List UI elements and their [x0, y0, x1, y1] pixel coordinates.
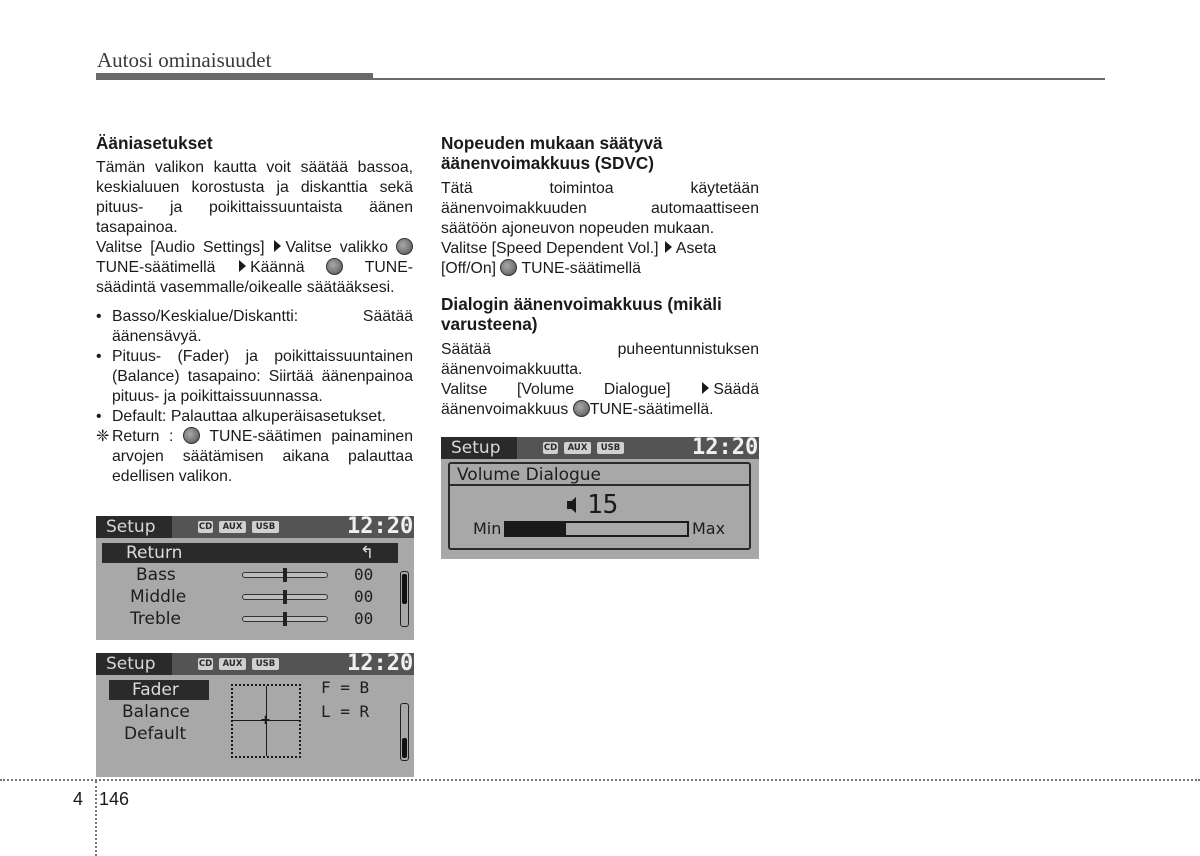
fader-label: Fader: [132, 680, 179, 700]
return-note: ❈ Return : TUNE-säätimen painaminen arvojen säätämisen aikana palauttaa edellisen valikon.: [96, 428, 413, 485]
section-heading-sdvc: Nopeuden mukaan säätyvä äänenvoimakkuus (SDVC): [441, 133, 663, 173]
header-rule-accent: [96, 73, 373, 80]
return-icon: ↰: [360, 543, 375, 563]
volume-max-label: Max: [692, 519, 726, 538]
treble-value: 00: [354, 609, 374, 628]
volume-value: 15: [587, 490, 619, 520]
usb-badge: USB: [252, 658, 279, 670]
fader-balance-grid[interactable]: [231, 684, 301, 758]
balance-label[interactable]: Balance: [122, 702, 190, 722]
aux-badge: AUX: [219, 521, 246, 533]
slider-thumb[interactable]: [283, 590, 287, 604]
settings-bullet-list: [96, 307, 413, 487]
arrow-right-icon: [239, 260, 246, 272]
slider-thumb[interactable]: [283, 568, 287, 582]
crosshair-icon: +: [260, 713, 271, 728]
aux-badge: AUX: [564, 442, 591, 454]
popup-title: Volume Dialogue: [457, 465, 602, 485]
fader-balance-screen: [96, 653, 414, 777]
path-part: Käännä: [250, 259, 305, 276]
tune-knob-icon: [500, 259, 517, 276]
audio-path-instruction: [96, 238, 413, 298]
treble-label: Treble: [130, 609, 181, 629]
tune-knob-icon: [183, 427, 200, 444]
right-column: [441, 133, 759, 420]
scrollbar[interactable]: [400, 703, 409, 761]
treble-slider[interactable]: [242, 616, 328, 622]
cd-badge: CD: [198, 522, 213, 532]
list-item: • Default: Palauttaa alkuperäisasetukset.: [96, 408, 386, 425]
usb-badge: USB: [597, 442, 624, 454]
screen-setup-title: Setup: [96, 516, 172, 538]
chapter-header-title: Autosi ominaisuudet: [97, 48, 272, 72]
middle-label: Middle: [130, 587, 187, 607]
intro-text: Tämän valikon kautta voit säätää bassoa, keskialuuen korostusta ja diskanttia sekä pituus- ja poikittaissuuntaista äänen tasapainoa.: [96, 159, 413, 236]
cd-badge: CD: [198, 659, 213, 669]
bass-value: 00: [354, 565, 374, 584]
path-part: TUNE-säädintä vasemmalle/oikealle säätääksesi.: [96, 259, 413, 296]
slider-thumb[interactable]: [283, 612, 287, 626]
volume-min-label: Min: [473, 519, 502, 538]
path-part: Valitse [Audio Settings]: [96, 239, 265, 256]
chapter-number: 4: [73, 789, 84, 809]
arrow-right-icon: [702, 382, 709, 394]
tune-knob-icon: [396, 238, 413, 255]
footer-dotted-rule: [0, 779, 1200, 781]
middle-value: 00: [354, 587, 374, 606]
return-label: Return: [126, 543, 183, 563]
tune-knob-icon: [573, 400, 590, 417]
screen-clock: 12:20: [347, 653, 414, 676]
volume-dialogue-screen: [441, 437, 759, 559]
scrollbar[interactable]: [400, 571, 409, 627]
balance-value: L = R: [321, 702, 370, 721]
aux-badge: AUX: [219, 658, 246, 670]
usb-badge: USB: [252, 521, 279, 533]
scrollbar-thumb[interactable]: [402, 574, 407, 604]
path-part: TUNE-säätimellä: [96, 259, 216, 276]
cd-badge: CD: [543, 443, 558, 453]
screen-clock: 12:20: [347, 516, 414, 539]
screen-setup-title: Setup: [96, 653, 172, 675]
header-rule: [373, 78, 1105, 80]
bass-slider[interactable]: [242, 572, 328, 578]
dialog-text: Säätää puheentunnistuksen äänenvoimakkuutta.: [441, 341, 759, 378]
sdvc-path-instruction: Valitse [Speed Dependent Vol.] Aseta [Off/On] TUNE-säätimellä: [441, 240, 717, 277]
volume-bar-fill: [506, 523, 566, 535]
list-item: • Basso/Keskialue/Diskantti: Säätää äänensävyä.: [96, 308, 413, 345]
dialog-path-instruction: Valitse [Volume Dialogue] Säädä äänenvoimakkuus TUNE-säätimellä.: [441, 381, 759, 418]
sdvc-text: Tätä toimintoa käytetään äänenvoimakkuuden automaattiseen säätöön ajoneuvon nopeuden mukaan.: [441, 180, 759, 237]
bass-label: Bass: [136, 565, 176, 585]
fader-value: F = B: [321, 678, 370, 697]
scrollbar-thumb[interactable]: [402, 738, 407, 758]
footer-dotted-divider: [95, 781, 97, 856]
middle-slider[interactable]: [242, 594, 328, 600]
arrow-right-icon: [665, 241, 672, 253]
list-item: • Pituus- (Fader) ja poikittaissuuntainen (Balance) tasapaino: Siirtää äänenpainoa pituus- ja poikittaissuunnassa.: [96, 348, 413, 405]
audio-settings-screen: [96, 516, 414, 640]
section-heading-audio-settings: Ääniasetukset: [96, 133, 213, 153]
default-label[interactable]: Default: [124, 724, 187, 744]
speaker-icon-body: [567, 501, 572, 509]
left-column: [96, 133, 413, 487]
path-part: Valitse valikko: [285, 239, 389, 256]
arrow-right-icon: [274, 240, 281, 252]
volume-bar[interactable]: [504, 521, 689, 537]
screen-clock: 12:20: [692, 437, 759, 460]
tune-knob-icon: [326, 258, 343, 275]
section-heading-dialog-volume: Dialogin äänenvoimakkuus (mikäli varusteena): [441, 294, 722, 334]
volume-dialogue-popup: [448, 462, 751, 550]
page-number: 146: [99, 789, 130, 809]
screen-setup-title: Setup: [441, 437, 517, 459]
